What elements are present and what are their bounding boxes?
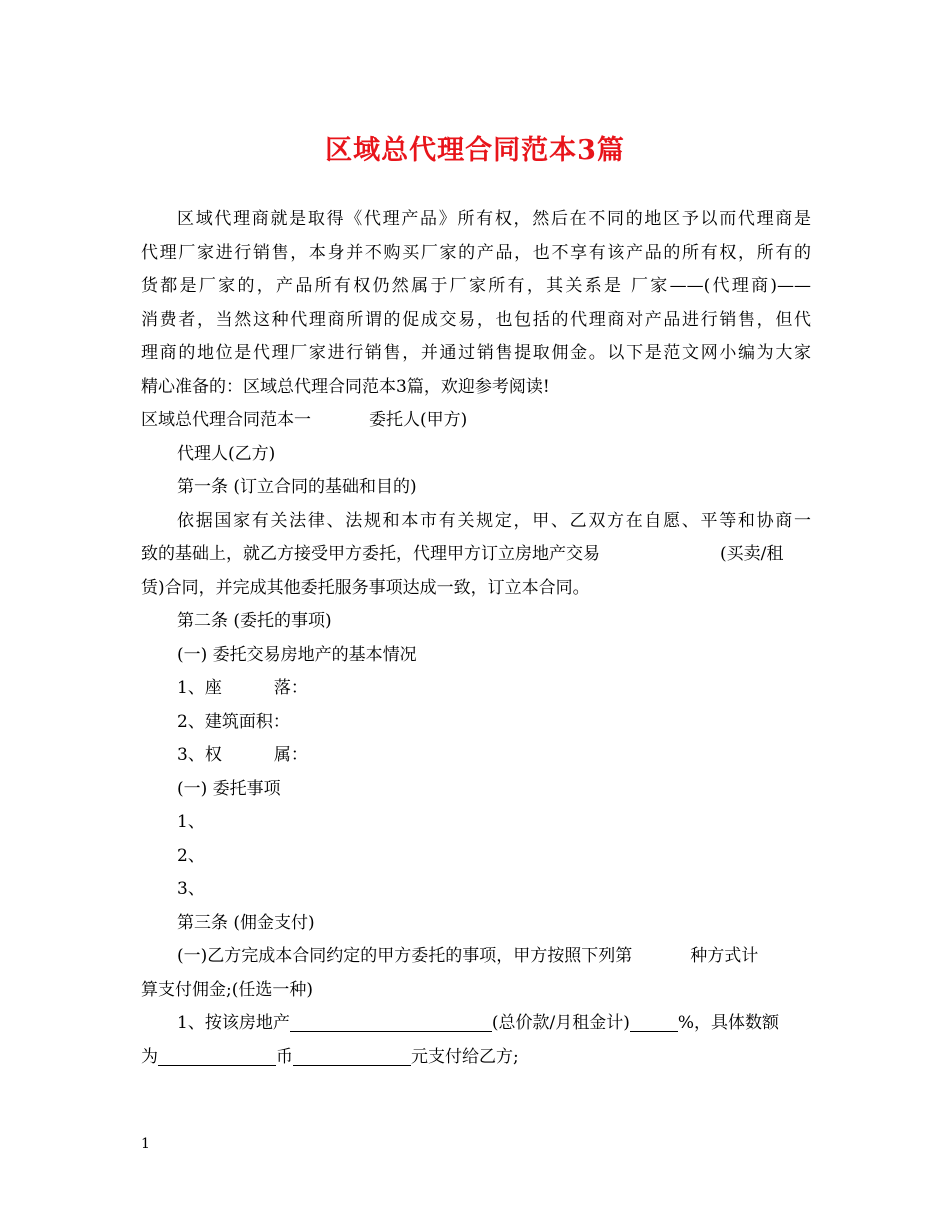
- article-2-subsection-1: (一) 委托交易房地产的基本情况: [177, 644, 417, 665]
- article-3-title: 第三条 (佣金支付): [177, 912, 315, 933]
- article-1-line-2-option: (买卖/租: [720, 544, 784, 564]
- article-1-line-1: 依据国家有关法律、法规和本市有关规定，甲、乙双方在自愿、平等和协商一: [177, 510, 811, 531]
- blank-currency[interactable]: [158, 1045, 276, 1066]
- intro-line-4: 消费者，当然这种代理商所谓的促成交易，也包括的代理商对产品进行销售，但代: [141, 309, 811, 330]
- commission-item-1-text-a: 1、按该房地产: [177, 1013, 290, 1033]
- intro-line-5: 理商的地位是代理厂家进行销售，并通过销售提取佣金。以下是范文网小编为大家: [141, 343, 811, 363]
- article-3-line-1-text: (一)乙方完成本合同约定的甲方委托的事项，甲方按照下列第: [177, 946, 633, 966]
- intro-line-2: 代理厂家进行销售，本身并不购买厂家的产品，也不享有该产品的所有权，所有的: [141, 242, 811, 263]
- item-ownership: [141, 739, 811, 773]
- article-1-line-2-text: 致的基础上，就乙方接受甲方委托，代理甲方订立房地产交易: [141, 544, 600, 564]
- commission-item-1: [141, 1007, 811, 1041]
- item-ownership-label-a: 3、权: [177, 745, 222, 765]
- article-1-line-3: 赁)合同，并完成其他委托服务事项达成一致，订立本合同。: [141, 577, 590, 598]
- commission-item-1-cont: [141, 1041, 811, 1075]
- section-heading: 区域总代理合同范本一: [141, 410, 311, 430]
- page-number: 1: [141, 1136, 150, 1152]
- article-2-subsection-2: (一) 委托事项: [177, 778, 281, 799]
- article-1-title: 第一条 (订立合同的基础和目的): [177, 477, 417, 497]
- commission-item-1-text-e: 币: [276, 1046, 293, 1067]
- section-heading-line: [141, 404, 811, 438]
- article-3-line-2: 算支付佣金;(任选一种): [141, 979, 313, 1000]
- principal-label: 委托人(甲方): [369, 410, 468, 430]
- numbered-item-2: 2、: [177, 845, 205, 866]
- intro-line-6: 精心准备的：区域总代理合同范本3篇，欢迎参考阅读!: [141, 376, 550, 397]
- intro-line-1: 区域代理商就是取得《代理产品》所有权，然后在不同的地区予以而代理商是: [177, 209, 811, 229]
- article-2-title: 第二条 (委托的事项): [177, 611, 332, 631]
- item-ownership-label-b: 属：: [273, 745, 308, 765]
- document-body: [141, 203, 811, 1074]
- item-area: 2、建筑面积：: [177, 711, 290, 732]
- item-location-label-a: 1、座: [177, 678, 222, 698]
- blank-percentage[interactable]: [630, 1011, 678, 1032]
- article-3-line-1: [141, 940, 811, 974]
- commission-item-1-text-c: %，具体数额: [677, 1013, 779, 1033]
- commission-item-1-text-f: 元支付给乙方;: [411, 1046, 519, 1067]
- intro-line-3: 货都是厂家的，产品所有权仍然属于厂家所有，其关系是 厂家——(代理商)——: [141, 276, 811, 296]
- numbered-item-3: 3、: [177, 879, 205, 899]
- numbered-item-1: 1、: [177, 812, 205, 832]
- article-3-line-1-end: 种方式计: [690, 946, 759, 966]
- item-location-label-b: 落：: [273, 678, 308, 698]
- commission-item-1-text-d: 为: [141, 1046, 158, 1067]
- document-title: 区域总代理合同范本3篇: [325, 135, 625, 166]
- item-location: [141, 672, 811, 706]
- blank-price-basis[interactable]: [290, 1011, 492, 1032]
- agent-label: 代理人(乙方): [177, 443, 276, 464]
- blank-amount[interactable]: [293, 1045, 411, 1066]
- commission-item-1-text-b: (总价款/月租金计): [491, 1013, 630, 1033]
- article-1-line-2: [141, 538, 811, 572]
